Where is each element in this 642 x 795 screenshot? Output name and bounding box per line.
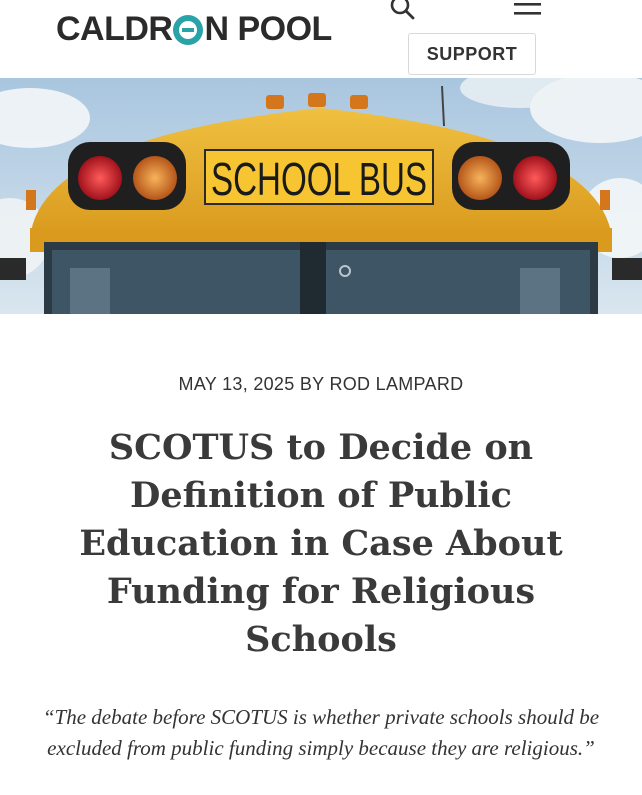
logo-text-right: N POOL (204, 10, 332, 48)
hero-image (0, 78, 642, 314)
search-button[interactable] (388, 0, 418, 22)
article-title: SCOTUS to Decide on Definition of Public Education in Case About Funding for Religious Schools (79, 427, 563, 660)
support-button[interactable]: SUPPORT (408, 33, 536, 75)
logo-text-left: CALDR (56, 10, 173, 48)
search-icon (388, 0, 418, 22)
site-logo[interactable] (56, 10, 332, 49)
bus-sign-text: SCHOOL BUS (211, 153, 427, 205)
site-header (0, 0, 642, 78)
school-bus-image (0, 78, 642, 314)
article-meta: MAY 13, 2025 BY ROD LAMPARD (178, 374, 464, 394)
logo-o-icon (173, 15, 203, 45)
menu-icon (514, 0, 542, 18)
article-quote: “The debate before SCOTUS is whether private schools should be excluded from public funding simply because they are religious.” (42, 705, 600, 760)
menu-button[interactable] (514, 0, 542, 18)
